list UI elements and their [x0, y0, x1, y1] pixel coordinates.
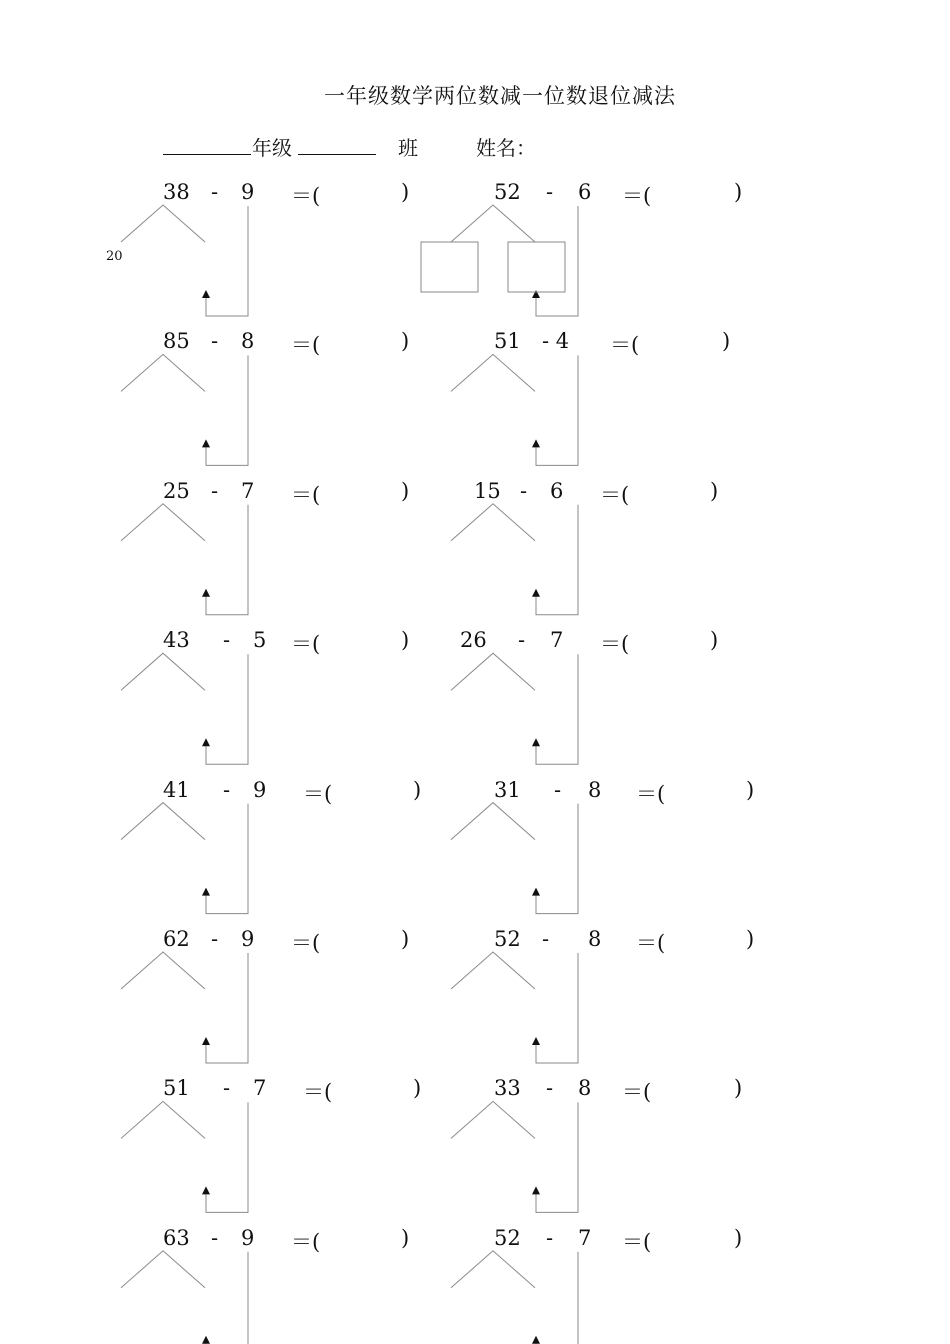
answer-blank[interactable]: [650, 1076, 730, 1102]
answer-blank[interactable]: [319, 1226, 397, 1252]
borrow-arrow-line: [536, 355, 578, 465]
equals-open-paren: ＝(: [291, 482, 321, 507]
arrow-head-icon: [202, 589, 210, 597]
subtraction-problem: [163, 180, 463, 210]
borrow-arrow-line: [536, 505, 578, 615]
answer-blank[interactable]: [650, 1226, 730, 1252]
subtrahend: 8: [588, 777, 602, 802]
minus-sign: -: [211, 329, 219, 354]
answer-blank[interactable]: [331, 778, 409, 804]
arrow-head-icon: [532, 290, 540, 298]
worksheet-title: 一年级数学两位数减一位数退位减法: [324, 84, 676, 108]
minuend: 25: [163, 478, 190, 503]
answer-blank[interactable]: [331, 1076, 409, 1102]
minuend: 41: [163, 777, 190, 802]
arrow-head-icon: [202, 290, 210, 298]
borrow-arrow-line: [206, 1252, 248, 1344]
subtraction-problem: [474, 478, 794, 509]
minuend: 85: [163, 329, 190, 354]
arrow-head-icon: [532, 888, 540, 896]
split-lines: [451, 504, 535, 541]
subtraction-problem: [494, 1076, 794, 1106]
close-paren: ): [413, 1076, 422, 1101]
subtraction-problem: [494, 1226, 794, 1256]
subtraction-problem: [163, 479, 463, 509]
subtrahend: 7: [578, 1225, 592, 1250]
borrow-arrow-line: [206, 355, 248, 465]
close-paren: ): [734, 1225, 743, 1250]
equals-open-paren: ＝(: [610, 333, 640, 358]
equals-open-paren: ＝(: [303, 1080, 333, 1105]
split-lines: [121, 205, 205, 242]
equals-open-paren: ＝(: [291, 632, 321, 657]
stray-mark: 20: [106, 249, 123, 264]
answer-box: [508, 242, 565, 292]
close-paren: ): [746, 777, 755, 802]
minus-sign: -: [223, 628, 231, 653]
subtrahend: 6: [550, 478, 564, 503]
subtrahend: 9: [241, 1225, 255, 1250]
split-lines: [121, 803, 205, 840]
arrow-head-icon: [202, 439, 210, 447]
split-lines: [451, 1251, 535, 1288]
equals-open-paren: ＝(: [291, 1229, 321, 1254]
split-lines: [121, 1101, 205, 1138]
grade-label: 年级: [252, 136, 292, 160]
name-label: 姓名：: [476, 136, 536, 160]
minuend: 52: [494, 1225, 521, 1250]
equals-open-paren: ＝(: [636, 781, 666, 806]
subtrahend: 9: [241, 927, 255, 951]
borrow-arrow-line: [536, 804, 578, 914]
split-lines: [451, 952, 535, 989]
minuend: 51: [494, 329, 521, 354]
borrow-arrow-line: [206, 206, 248, 316]
minuend: 15: [474, 478, 501, 503]
subtrahend: 7: [550, 628, 564, 653]
arrow-head-icon: [202, 1037, 210, 1045]
answer-blank[interactable]: [664, 927, 742, 953]
equals-open-paren: ＝(: [291, 931, 321, 955]
borrow-arrow-line: [536, 953, 578, 1063]
minus-sign: -: [520, 478, 528, 503]
answer-blank[interactable]: [319, 329, 397, 355]
equals-open-paren: ＝(: [622, 184, 652, 208]
split-lines: [451, 653, 535, 690]
subtrahend: 8: [588, 927, 602, 951]
split-lines: [451, 803, 535, 840]
close-paren: ): [401, 329, 410, 354]
answer-blank[interactable]: [664, 778, 742, 804]
close-paren: ): [746, 927, 755, 951]
minuend: 26: [460, 628, 487, 653]
equals-open-paren: ＝(: [291, 333, 321, 358]
close-paren: ): [734, 180, 743, 204]
minuend: 33: [494, 1076, 521, 1101]
class-label: 班: [398, 136, 418, 160]
borrow-arrow-line: [536, 654, 578, 764]
minus-sign: - 4: [542, 329, 570, 354]
split-lines: [121, 1251, 205, 1288]
split-lines: [121, 504, 205, 541]
answer-blank[interactable]: [319, 479, 397, 505]
minus-sign: -: [546, 1225, 554, 1250]
subtrahend: 7: [253, 1076, 267, 1101]
arrow-head-icon: [202, 1186, 210, 1194]
minuend: 62: [163, 927, 190, 951]
minuend: 38: [163, 180, 190, 204]
close-paren: ): [734, 1076, 743, 1101]
subtraction-problem: [494, 927, 794, 957]
equals-open-paren: ＝(: [622, 1229, 652, 1254]
subtraction-problem: [494, 778, 794, 808]
minus-sign: -: [211, 478, 219, 503]
borrow-arrow-line: [536, 206, 578, 316]
split-lines: [451, 205, 535, 242]
close-paren: ): [401, 927, 410, 951]
borrow-arrow-line: [206, 804, 248, 914]
subtrahend: 8: [241, 329, 255, 354]
subtraction-problem: [163, 628, 463, 658]
minus-sign: -: [211, 180, 219, 204]
close-paren: ): [710, 628, 719, 653]
subtrahend: 8: [578, 1076, 592, 1101]
borrow-arrow-line: [536, 1252, 578, 1344]
answer-blank[interactable]: [628, 628, 706, 654]
answer-blank[interactable]: [628, 479, 706, 505]
subtraction-problem: [163, 1076, 463, 1106]
minus-sign: -: [542, 927, 550, 951]
minuend: 51: [163, 1076, 190, 1101]
equals-open-paren: ＝(: [600, 632, 630, 657]
minus-sign: -: [211, 927, 219, 951]
subtrahend: 7: [241, 478, 255, 503]
split-lines: [121, 653, 205, 690]
answer-blank[interactable]: [319, 628, 397, 654]
split-lines: [121, 952, 205, 989]
subtraction-problem: [163, 329, 463, 359]
minus-sign: -: [546, 1076, 554, 1101]
borrow-arrow-line: [206, 654, 248, 764]
subtrahend: 6: [578, 180, 592, 204]
split-lines: [451, 354, 535, 391]
borrow-arrow-line: [536, 1102, 578, 1212]
equals-open-paren: ＝(: [636, 931, 666, 955]
subtraction-problem: [460, 628, 794, 658]
answer-blank[interactable]: [319, 180, 397, 206]
close-paren: ): [401, 180, 410, 204]
answer-box: [421, 242, 478, 292]
minuend: 31: [494, 777, 521, 802]
answer-blank[interactable]: [638, 329, 718, 355]
subtrahend: 9: [241, 180, 255, 204]
close-paren: ): [413, 777, 422, 802]
minuend: 52: [494, 927, 521, 951]
minus-sign: -: [223, 777, 231, 802]
minuend: 43: [163, 628, 190, 653]
borrow-arrow-line: [206, 1102, 248, 1212]
arrow-head-icon: [202, 738, 210, 746]
minus-sign: -: [546, 180, 554, 204]
subtraction-problem: [494, 180, 794, 210]
equals-open-paren: ＝(: [303, 781, 333, 806]
arrow-head-icon: [532, 738, 540, 746]
answer-blank[interactable]: [319, 927, 397, 953]
subtraction-problem: [163, 1226, 463, 1256]
close-paren: ): [722, 329, 731, 354]
arrow-head-icon: [532, 439, 540, 447]
arrow-head-icon: [532, 1336, 540, 1344]
arrow-head-icon: [532, 589, 540, 597]
close-paren: ): [401, 1225, 410, 1250]
subtrahend: 5: [253, 628, 267, 653]
answer-blank[interactable]: [650, 180, 730, 206]
arrow-head-icon: [202, 888, 210, 896]
close-paren: ): [401, 628, 410, 653]
minus-sign: -: [223, 1076, 231, 1101]
equals-open-paren: ＝(: [600, 482, 630, 507]
arrow-head-icon: [532, 1037, 540, 1045]
minuend: 52: [494, 180, 521, 204]
subtraction-problem: [163, 778, 463, 808]
subtraction-problem: [163, 927, 463, 957]
equals-open-paren: ＝(: [291, 184, 321, 208]
split-lines: [121, 354, 205, 391]
borrow-arrow-line: [206, 505, 248, 615]
subtrahend: 9: [253, 777, 267, 802]
minuend: 63: [163, 1225, 190, 1250]
subtraction-problem: [494, 329, 794, 359]
minus-sign: -: [518, 628, 526, 653]
close-paren: ): [401, 478, 410, 503]
minus-sign: -: [211, 1225, 219, 1250]
split-lines: [451, 1101, 535, 1138]
arrow-head-icon: [532, 1186, 540, 1194]
borrow-arrow-line: [206, 953, 248, 1063]
close-paren: ): [710, 478, 719, 503]
arrow-head-icon: [202, 1336, 210, 1344]
minus-sign: -: [554, 777, 562, 802]
equals-open-paren: ＝(: [622, 1080, 652, 1105]
